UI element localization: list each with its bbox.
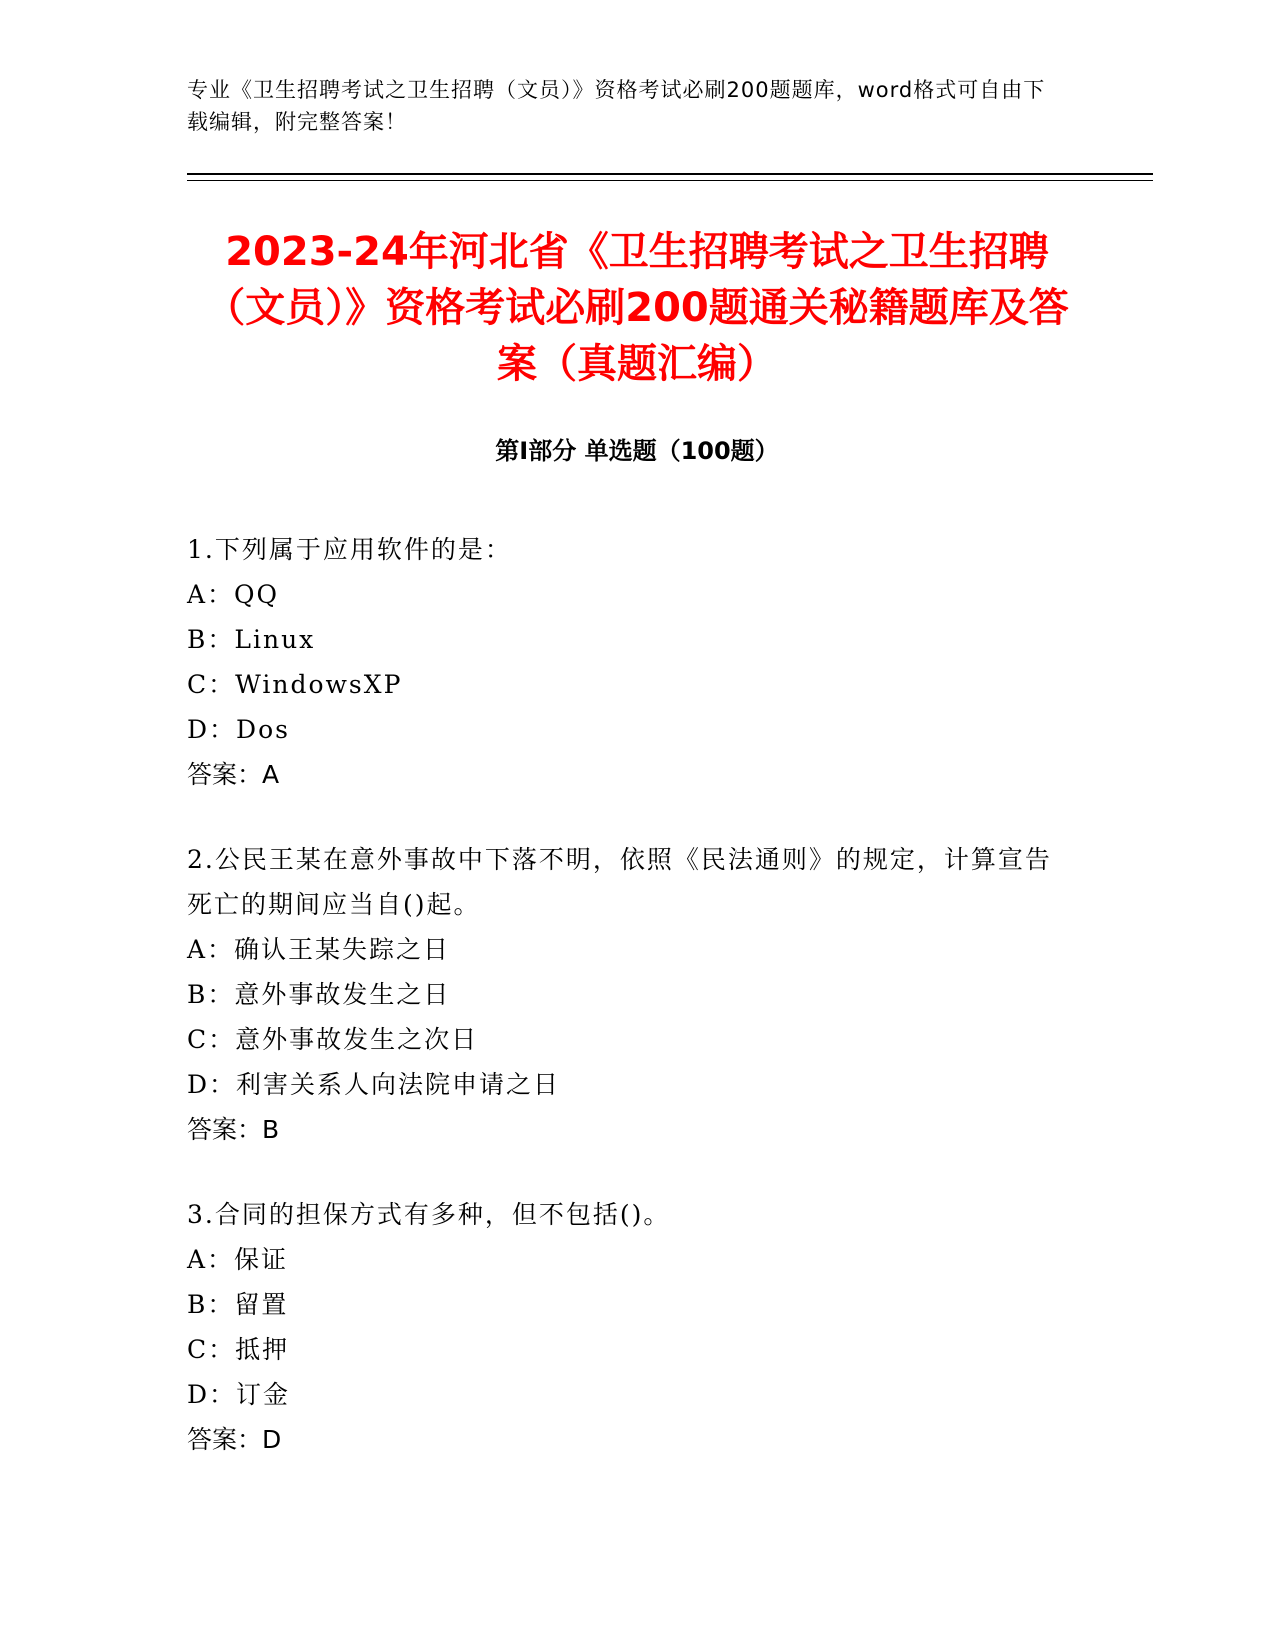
answer: 答案：A <box>187 760 280 789</box>
option-b: B：意外事故发生之日 <box>187 980 451 1009</box>
question-stem: 3.合同的担保方式有多种，但不包括()。 <box>187 1200 671 1229</box>
question-2 <box>187 837 1067 1152</box>
option-b: B：留置 <box>187 1290 289 1319</box>
option-a: A：保证 <box>187 1245 289 1274</box>
answer: 答案：D <box>187 1425 282 1454</box>
option-c: C：抵押 <box>187 1335 290 1364</box>
option-c: C：WindowsXP <box>187 670 403 699</box>
header-note: 专业《卫生招聘考试之卫生招聘（文员）》资格考试必刷200题题库，word格式可自由下载编辑，附完整答案！ <box>187 78 1046 134</box>
question-stem: 1.下列属于应用软件的是： <box>187 535 512 564</box>
option-d: D：利害关系人向法院申请之日 <box>187 1070 561 1099</box>
option-c: C：意外事故发生之次日 <box>187 1025 479 1054</box>
question-stem: 2.公民王某在意外事故中下落不明，依照《民法通则》的规定，计算宣告死亡的期间应当自()起。 <box>187 845 1052 919</box>
answer: 答案：B <box>187 1115 280 1144</box>
option-a: A：确认王某失踪之日 <box>187 935 451 964</box>
question-1 <box>187 527 1067 797</box>
option-a: A：QQ <box>187 580 280 609</box>
header-divider-thick <box>187 173 1153 175</box>
section-title: 第Ⅰ部分 单选题（100题） <box>495 437 779 465</box>
option-b: B：Linux <box>187 625 316 654</box>
option-d: D：订金 <box>187 1380 291 1409</box>
document-title: 2023-24年河北省《卫生招聘考试之卫生招聘（文员）》资格考试必刷200题通关秘籍题库及答案（真题汇编） <box>205 229 1069 387</box>
header-divider-thin <box>187 180 1153 181</box>
question-list <box>187 527 1067 1502</box>
question-3 <box>187 1192 1067 1462</box>
option-d: D：Dos <box>187 715 290 744</box>
